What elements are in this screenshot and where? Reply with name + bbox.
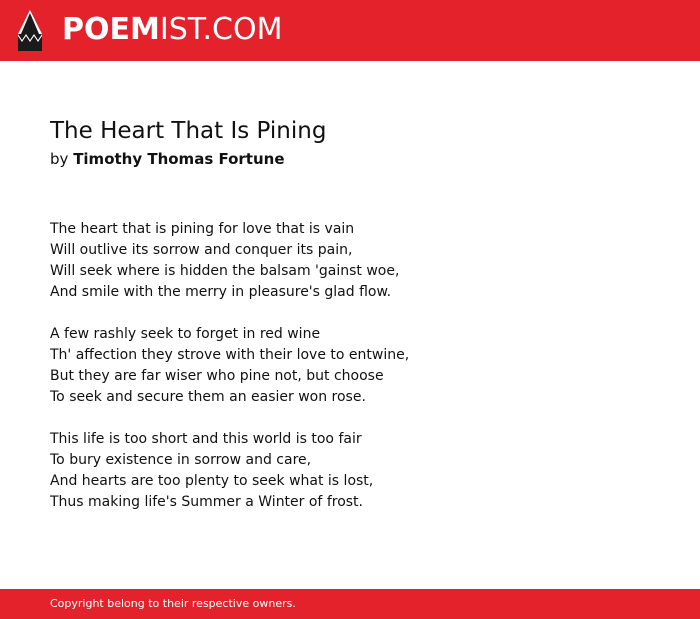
- pencil-icon: [18, 10, 42, 51]
- stanza: [50, 324, 670, 408]
- poem-line: Th' affection they strove with their love to entwine,: [50, 347, 410, 363]
- poem-author: Timothy Thomas Fortune: [73, 150, 285, 168]
- poem-line: Thus making life's Summer a Winter of frost.: [50, 494, 363, 510]
- poem-line: To bury existence in sorrow and care,: [50, 452, 312, 468]
- poem-line: But they are far wiser who pine not, but choose: [50, 368, 384, 384]
- site-footer: [0, 589, 700, 619]
- poem-line: And smile with the merry in pleasure's glad flow.: [50, 284, 392, 300]
- poem-line: And hearts are too plenty to seek what is lost,: [50, 473, 374, 489]
- poem-line: The heart that is pining for love that is vain: [50, 221, 355, 237]
- poem-line: Will outlive its sorrow and conquer its pain,: [50, 242, 353, 258]
- poem-title: The Heart That Is Pining: [50, 118, 327, 144]
- poem-line: Will seek where is hidden the balsam 'gainst woe,: [50, 263, 400, 279]
- stanza: [50, 219, 670, 303]
- logo-text-bold: POEM: [62, 12, 160, 47]
- site-header: [0, 0, 700, 61]
- stanza: [50, 429, 670, 513]
- poem-line: A few rashly seek to forget in red wine: [50, 326, 321, 342]
- copyright-text: Copyright belong to their respective owners.: [50, 597, 296, 610]
- site-logo[interactable]: [62, 13, 282, 47]
- poem-line: This life is too short and this world is too fair: [50, 431, 362, 447]
- by-label: by: [50, 150, 69, 168]
- logo-text-light: IST.COM: [159, 12, 283, 47]
- poem-line: To seek and secure them an easier won rose.: [50, 389, 366, 405]
- poem-body: [50, 219, 670, 534]
- poem-byline: [50, 149, 285, 169]
